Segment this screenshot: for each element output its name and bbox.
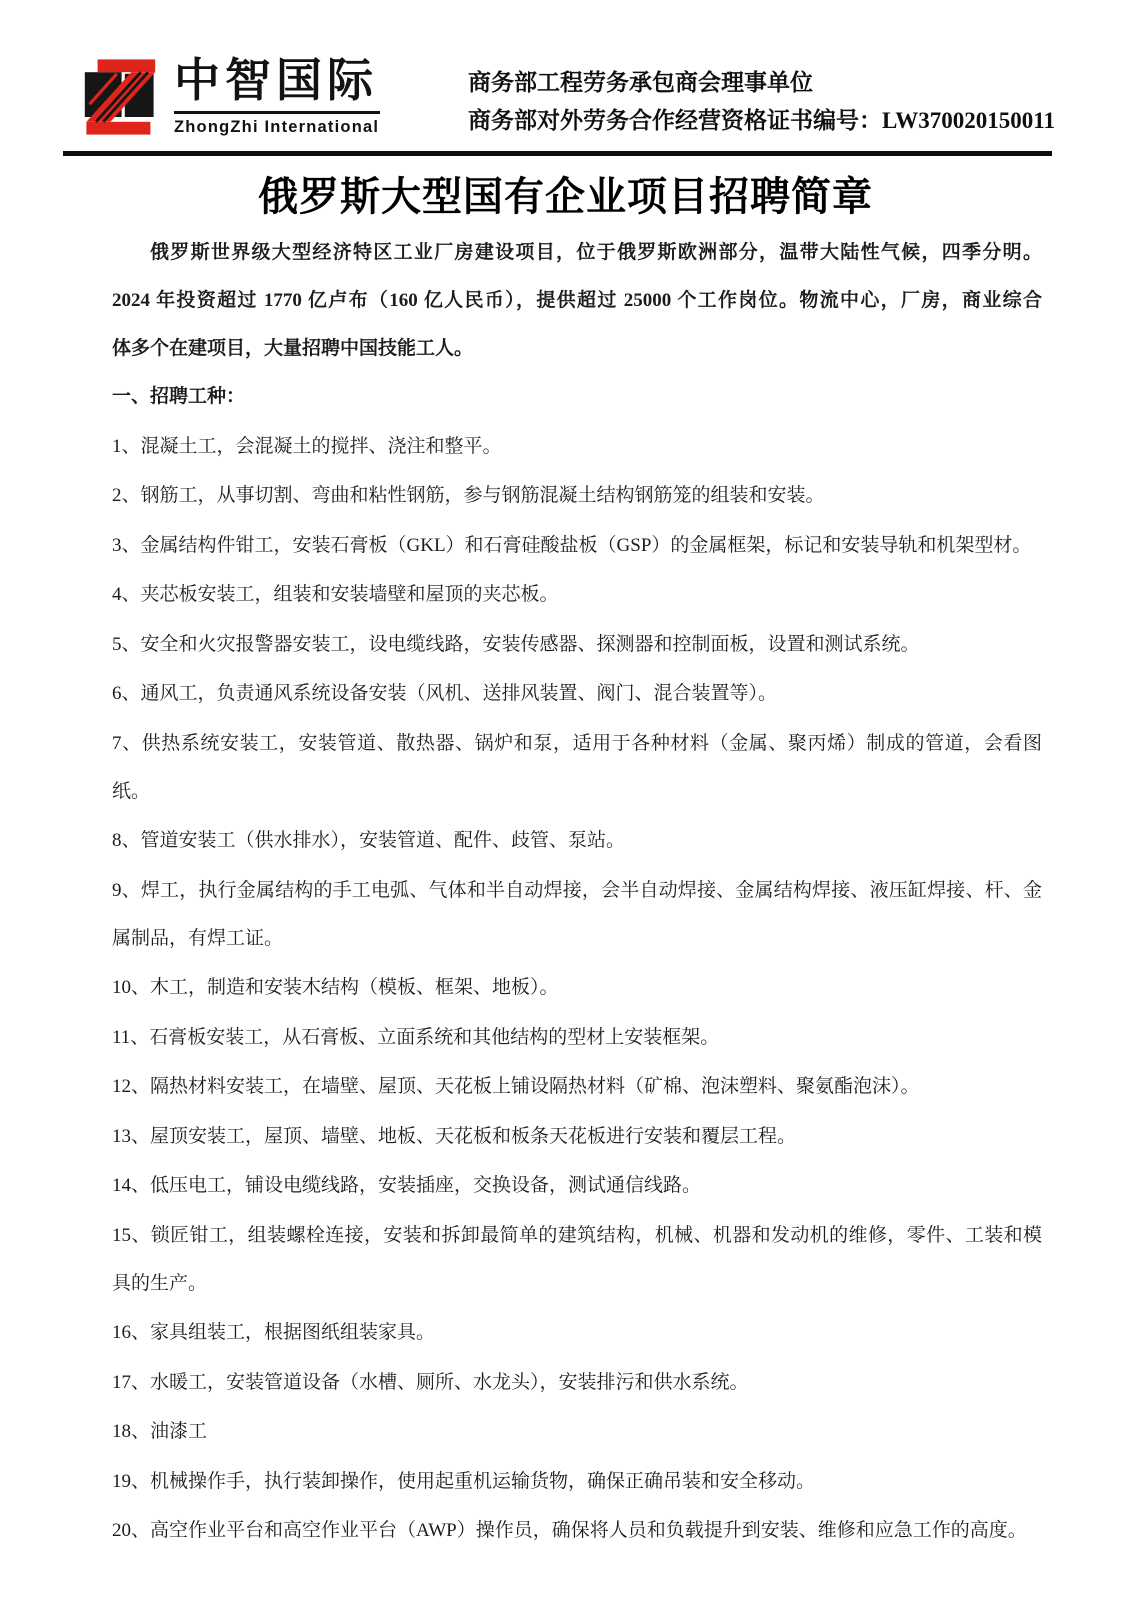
logo-underline — [174, 111, 380, 114]
intro-line-1: 俄罗斯世界级大型经济特区工业厂房建设项目，位于俄罗斯欧洲部分，温带大陆性气候，四季分明。 — [150, 242, 1042, 263]
job-item-13: 13、屋顶安装工，屋顶、墙壁、地板、天花板和板条天花板进行安装和覆层工程。 — [112, 1125, 797, 1147]
intro-line-2: 2024 年投资超过 1770 亿卢布（160 亿人民币），提供超过 25000 个工作岗位。物流中心，厂房，商业综合 — [112, 290, 1042, 311]
job-item-11: 11、石膏板安装工，从石膏板、立面系统和其他结构的型材上安装框架。 — [112, 1026, 720, 1048]
job-item-19: 19、机械操作手，执行装卸操作，使用起重机运输货物，确保正确吊装和安全移动。 — [112, 1470, 816, 1492]
header-divider-rule — [63, 151, 1052, 156]
section-heading-job-types: 一、招聘工种： — [112, 386, 246, 407]
job-item-6: 6、通风工，负责通风系统设备安装（风机、送排风装置、阀门、混合装置等）。 — [112, 683, 778, 704]
z-logo-icon — [80, 52, 160, 142]
job-item-17: 17、水暖工，安装管道设备（水槽、厕所、水龙头），安装排污和供水系统。 — [112, 1371, 749, 1393]
job-item-16: 16、家具组装工，根据图纸组装家具。 — [112, 1322, 436, 1343]
header — [0, 0, 1131, 142]
job-item-20: 20、高空作业平台和高空作业平台（AWP）操作员，确保将人员和负载提升到安装、维修和应急工作的高度。 — [112, 1520, 1027, 1541]
job-item-5: 5、安全和火灾报警器安装工，设电缆线路，安装传感器、探测器和控制面板，设置和测试系统。 — [112, 633, 920, 655]
job-item-18: 18、油漆工 — [112, 1421, 208, 1442]
document-title: 俄罗斯大型国有企业项目招聘简章 — [258, 174, 873, 219]
job-item-7: 7、供热系统安装工，安装管道、散热器、锅炉和泵，适用于各种材料（金属、聚丙烯）制成的管道，会看图纸。 — [112, 732, 1042, 802]
job-item-1: 1、混凝土工，会混凝土的搅拌、浇注和整平。 — [112, 435, 502, 457]
document-body — [0, 229, 1131, 1555]
job-item-3: 3、金属结构件钳工，安装石膏板（GKL）和石膏硅酸盐板（GSP）的金属框架，标记和安装导轨和机架型材。 — [112, 534, 1032, 556]
intro-line-3: 体多个在建项目，大量招聘中国技能工人。 — [112, 338, 474, 359]
credential-line-1: 商务部工程劳务承包商会理事单位 — [468, 70, 814, 95]
job-item-10: 10、木工，制造和安装木结构（模板、框架、地板）。 — [112, 977, 559, 998]
job-item-8: 8、管道安装工（供水排水），安装管道、配件、歧管、泵站。 — [112, 830, 626, 851]
credential-line-2: 商务部对外劳务合作经营资格证书编号：LW370020150011 — [468, 108, 1055, 133]
job-item-9: 9、焊工，执行金属结构的手工电弧、气体和半自动焊接，会半自动焊接、金属结构焊接、液压缸焊接、杆、金属制品，有焊工证。 — [112, 879, 1042, 949]
credentials-block — [468, 64, 1055, 140]
logo-company-name-en: ZhongZhi International — [174, 118, 380, 136]
company-logo — [80, 52, 380, 142]
job-item-12: 12、隔热材料安装工，在墙壁、屋顶、天花板上铺设隔热材料（矿棉、泡沫塑料、聚氨酯泡沫）。 — [112, 1076, 920, 1097]
logo-company-name: 中智国际 — [174, 54, 378, 106]
job-item-15: 15、锁匠钳工，组装螺栓连接，安装和拆卸最简单的建筑结构，机械、机器和发动机的维修，零件、工装和模具的生产。 — [112, 1224, 1042, 1294]
logo-text-block — [174, 52, 380, 137]
job-item-4: 4、夹芯板安装工，组装和安装墙壁和屋顶的夹芯板。 — [112, 584, 559, 605]
job-item-2: 2、钢筋工，从事切割、弯曲和粘性钢筋，参与钢筋混凝土结构钢筋笼的组装和安装。 — [112, 485, 825, 506]
job-item-14: 14、低压电工，铺设电缆线路，安装插座，交换设备，测试通信线路。 — [112, 1175, 702, 1196]
